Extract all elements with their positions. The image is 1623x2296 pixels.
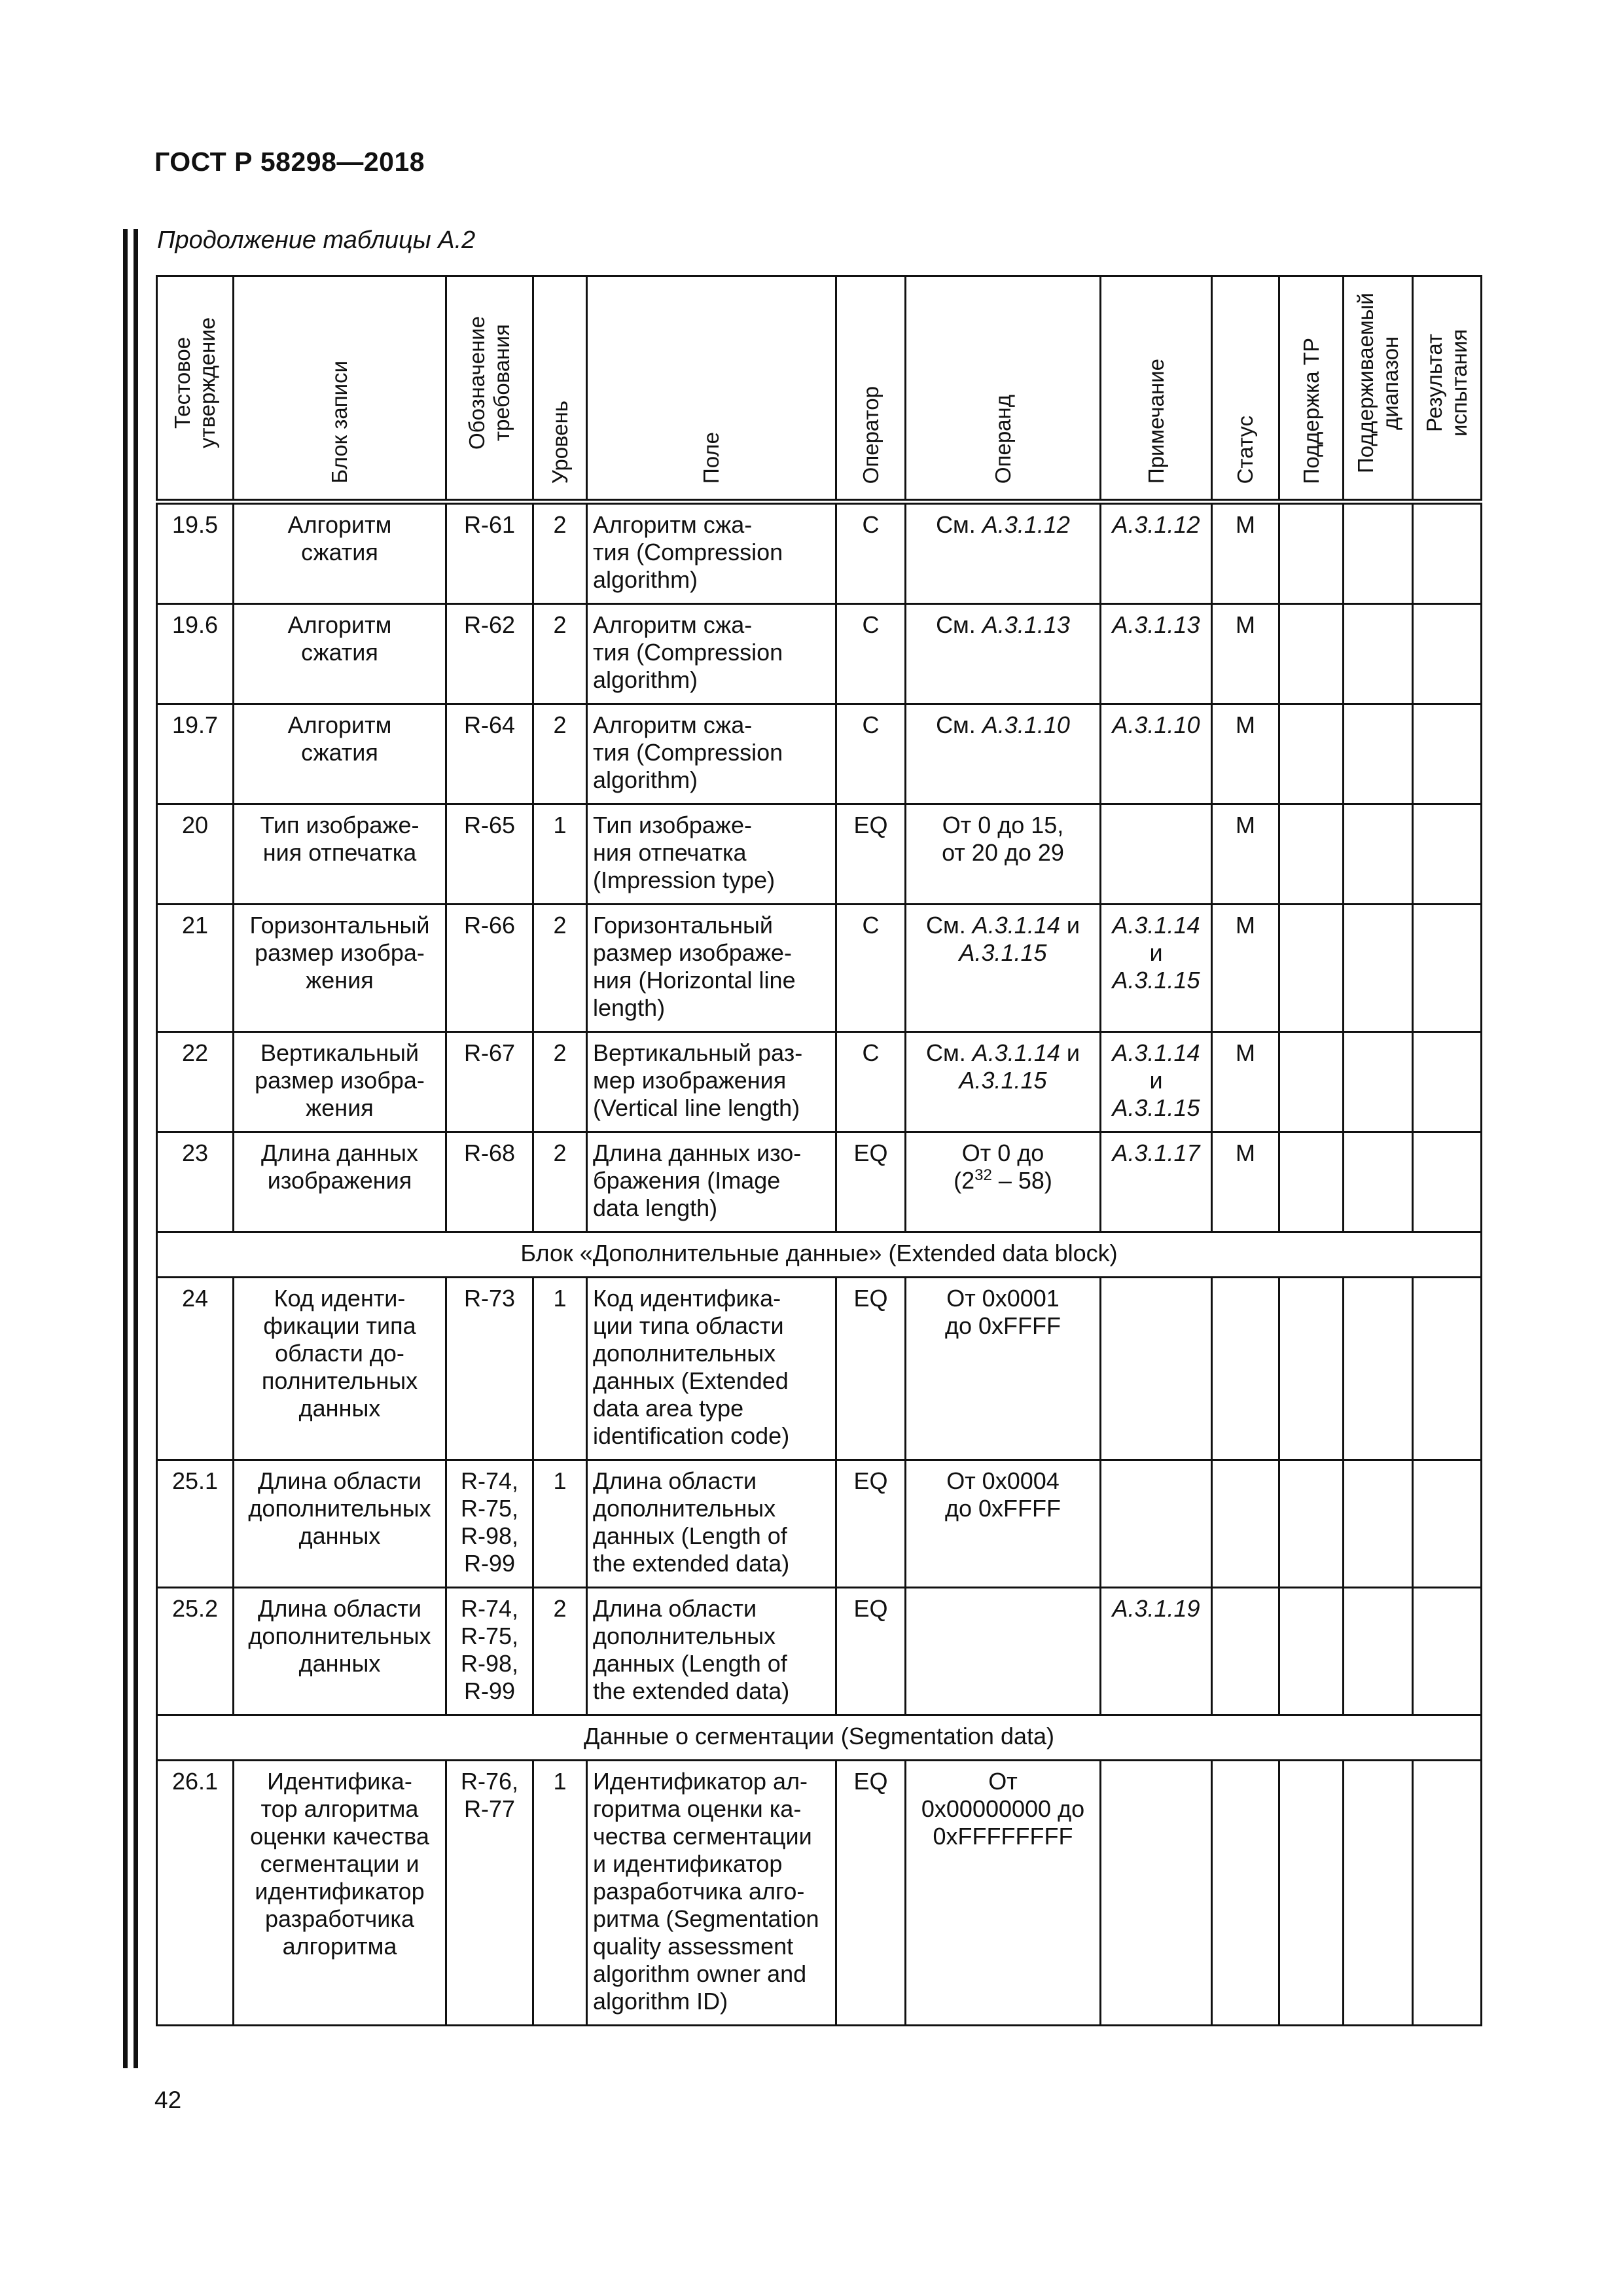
cell-field: Код идентифика- ции типа области дополнительных данных (Extended data area type identification code) xyxy=(587,1278,836,1460)
cell-empty xyxy=(1413,1761,1482,2026)
cell-empty xyxy=(1413,1278,1482,1460)
header-cell: Обозначение требования xyxy=(446,276,533,502)
table-row xyxy=(157,1460,1482,1588)
cell-status: M xyxy=(1212,804,1279,905)
cell-empty xyxy=(1279,604,1344,704)
cell-operand: См. А.3.1.14 и А.3.1.15 xyxy=(906,1032,1101,1132)
cell-level: 1 xyxy=(533,804,587,905)
table-row xyxy=(157,1032,1482,1132)
cell-operator: EQ xyxy=(836,804,906,905)
revision-bar xyxy=(134,229,138,2068)
cell-empty xyxy=(1279,1132,1344,1232)
cell-field: Тип изображе- ния отпечатка (Impression type) xyxy=(587,804,836,905)
cell-empty xyxy=(1279,1032,1344,1132)
cell-note: А.3.1.13 xyxy=(1101,604,1212,704)
cell-empty xyxy=(1344,1278,1413,1460)
cell-empty xyxy=(1413,1132,1482,1232)
cell-field: Идентификатор ал- горитма оценки ка- чества сегментации и идентификатор разработчика алго- ритма (Segmentation quality assessment algorithm owner and algorithm ID) xyxy=(587,1761,836,2026)
cell-empty xyxy=(1413,704,1482,804)
cell-requirement: R-66 xyxy=(446,905,533,1032)
cell-note: А.3.1.17 xyxy=(1101,1132,1212,1232)
cell-id: 22 xyxy=(157,1032,234,1132)
cell-requirement: R-68 xyxy=(446,1132,533,1232)
cell-id: 21 xyxy=(157,905,234,1032)
section-row-extended-data xyxy=(157,1232,1482,1278)
cell-block: Алгоритм сжатия xyxy=(234,604,446,704)
cell-level: 2 xyxy=(533,1588,587,1715)
cell-empty xyxy=(1279,1460,1344,1588)
cell-requirement: R-67 xyxy=(446,1032,533,1132)
cell-field: Алгоритм сжа- тия (Compression algorithm) xyxy=(587,502,836,604)
cell-note xyxy=(1101,1761,1212,2026)
page-number: 42 xyxy=(154,2087,182,2113)
cell-empty xyxy=(1413,1588,1482,1715)
cell-operator: EQ xyxy=(836,1278,906,1460)
cell-id: 23 xyxy=(157,1132,234,1232)
cell-note: А.3.1.14 и А.3.1.15 xyxy=(1101,905,1212,1032)
cell-empty xyxy=(1413,604,1482,704)
header-cell: Операнд xyxy=(906,276,1101,502)
cell-field: Длина области дополнительных данных (Length of the extended data) xyxy=(587,1588,836,1715)
cell-field: Алгоритм сжа- тия (Compression algorithm) xyxy=(587,604,836,704)
cell-status: M xyxy=(1212,704,1279,804)
cell-note: А.3.1.19 xyxy=(1101,1588,1212,1715)
cell-status xyxy=(1212,1761,1279,2026)
cell-empty xyxy=(1344,502,1413,604)
cell-empty xyxy=(1279,905,1344,1032)
section-row-segmentation-data xyxy=(157,1715,1482,1761)
cell-requirement: R-61 xyxy=(446,502,533,604)
cell-operand: От 0x00000000 до 0xFFFFFFFF xyxy=(906,1761,1101,2026)
cell-operator: C xyxy=(836,905,906,1032)
cell-operator: C xyxy=(836,502,906,604)
cell-field: Горизонтальный размер изображе- ния (Horizontal line length) xyxy=(587,905,836,1032)
cell-empty xyxy=(1344,1460,1413,1588)
header-cell: Результат испытания xyxy=(1413,276,1482,502)
table-row xyxy=(157,704,1482,804)
table-row xyxy=(157,1132,1482,1232)
cell-note xyxy=(1101,1278,1212,1460)
cell-empty xyxy=(1344,1761,1413,2026)
cell-empty xyxy=(1279,804,1344,905)
header-cell: Блок записи xyxy=(234,276,446,502)
document-title: ГОСТ Р 58298—2018 xyxy=(154,147,425,177)
header-cell: Примечание xyxy=(1101,276,1212,502)
cell-level: 1 xyxy=(533,1761,587,2026)
cell-operator: C xyxy=(836,1032,906,1132)
cell-operand: От 0x0004 до 0xFFFF xyxy=(906,1460,1101,1588)
cell-field: Алгоритм сжа- тия (Compression algorithm) xyxy=(587,704,836,804)
cell-empty xyxy=(1344,905,1413,1032)
table-row xyxy=(157,1278,1482,1460)
cell-operator: C xyxy=(836,604,906,704)
cell-empty xyxy=(1344,604,1413,704)
cell-block: Идентифика- тор алгоритма оценки качества сегментации и идентификатор разработчика алгоритма xyxy=(234,1761,446,2026)
cell-status: M xyxy=(1212,604,1279,704)
cell-operator: EQ xyxy=(836,1588,906,1715)
cell-status xyxy=(1212,1460,1279,1588)
cell-block: Тип изображе- ния отпечатка xyxy=(234,804,446,905)
table-row xyxy=(157,905,1482,1032)
cell-empty xyxy=(1413,905,1482,1032)
table-row xyxy=(157,1761,1482,2026)
revision-bar xyxy=(123,229,128,2068)
cell-id: 25.2 xyxy=(157,1588,234,1715)
cell-status xyxy=(1212,1588,1279,1715)
cell-empty xyxy=(1344,1032,1413,1132)
cell-status: M xyxy=(1212,1032,1279,1132)
cell-note xyxy=(1101,804,1212,905)
cell-block: Горизонтальный размер изобра- жения xyxy=(234,905,446,1032)
cell-id: 19.5 xyxy=(157,502,234,604)
table-header-row xyxy=(157,276,1482,502)
cell-block: Длина данных изображения xyxy=(234,1132,446,1232)
cell-note: А.3.1.12 xyxy=(1101,502,1212,604)
cell-empty xyxy=(1279,704,1344,804)
cell-requirement: R-74, R-75, R-98, R-99 xyxy=(446,1588,533,1715)
cell-operand: От 0 до 15, от 20 до 29 xyxy=(906,804,1101,905)
cell-requirement: R-62 xyxy=(446,604,533,704)
cell-empty xyxy=(1413,502,1482,604)
cell-block: Длина области дополнительных данных xyxy=(234,1588,446,1715)
cell-block: Алгоритм сжатия xyxy=(234,502,446,604)
section-title: Блок «Дополнительные данные» (Extended data block) xyxy=(157,1232,1482,1278)
header-cell: Оператор xyxy=(836,276,906,502)
cell-empty xyxy=(1279,1588,1344,1715)
cell-requirement: R-65 xyxy=(446,804,533,905)
cell-requirement: R-76, R-77 xyxy=(446,1761,533,2026)
cell-empty xyxy=(1279,1761,1344,2026)
requirements-table xyxy=(156,275,1482,2026)
cell-empty xyxy=(1344,704,1413,804)
header-cell: Уровень xyxy=(533,276,587,502)
cell-field: Длина области дополнительных данных (Length of the extended data) xyxy=(587,1460,836,1588)
cell-block: Алгоритм сжатия xyxy=(234,704,446,804)
section-title: Данные о сегментации (Segmentation data) xyxy=(157,1715,1482,1761)
cell-id: 26.1 xyxy=(157,1761,234,2026)
cell-operand: См. А.3.1.12 xyxy=(906,502,1101,604)
table-row xyxy=(157,804,1482,905)
table-row xyxy=(157,502,1482,604)
cell-empty xyxy=(1413,1460,1482,1588)
header-cell: Тестовое утверждение xyxy=(157,276,234,502)
cell-operator: EQ xyxy=(836,1761,906,2026)
cell-id: 20 xyxy=(157,804,234,905)
cell-field: Вертикальный раз- мер изображения (Vertical line length) xyxy=(587,1032,836,1132)
cell-empty xyxy=(1344,1588,1413,1715)
cell-status: M xyxy=(1212,502,1279,604)
cell-note: А.3.1.14 и А.3.1.15 xyxy=(1101,1032,1212,1132)
cell-level: 2 xyxy=(533,905,587,1032)
cell-requirement: R-73 xyxy=(446,1278,533,1460)
cell-id: 25.1 xyxy=(157,1460,234,1588)
cell-operator: EQ xyxy=(836,1132,906,1232)
cell-requirement: R-74, R-75, R-98, R-99 xyxy=(446,1460,533,1588)
cell-block: Код иденти- фикации типа области до- полнительных данных xyxy=(234,1278,446,1460)
cell-status xyxy=(1212,1278,1279,1460)
header-cell: Поле xyxy=(587,276,836,502)
table-caption: Продолжение таблицы А.2 xyxy=(157,226,476,254)
cell-operator: EQ xyxy=(836,1460,906,1588)
table-row xyxy=(157,1588,1482,1715)
cell-status: M xyxy=(1212,1132,1279,1232)
cell-empty xyxy=(1413,1032,1482,1132)
cell-level: 1 xyxy=(533,1460,587,1588)
cell-operand xyxy=(906,1588,1101,1715)
cell-level: 2 xyxy=(533,604,587,704)
cell-block: Вертикальный размер изобра- жения xyxy=(234,1032,446,1132)
cell-level: 2 xyxy=(533,1132,587,1232)
cell-field: Длина данных изо- бражения (Image data length) xyxy=(587,1132,836,1232)
cell-requirement: R-64 xyxy=(446,704,533,804)
cell-operator: C xyxy=(836,704,906,804)
cell-id: 19.6 xyxy=(157,604,234,704)
cell-level: 2 xyxy=(533,1032,587,1132)
header-cell: Поддержка ТР xyxy=(1279,276,1344,502)
cell-operand: См. А.3.1.10 xyxy=(906,704,1101,804)
cell-empty xyxy=(1344,1132,1413,1232)
cell-note xyxy=(1101,1460,1212,1588)
cell-level: 2 xyxy=(533,502,587,604)
cell-empty xyxy=(1413,804,1482,905)
cell-operand: От 0x0001 до 0xFFFF xyxy=(906,1278,1101,1460)
cell-operand: От 0 до $(2^{32} - 58)$ xyxy=(906,1132,1101,1232)
cell-empty xyxy=(1344,804,1413,905)
cell-level: 1 xyxy=(533,1278,587,1460)
cell-note: А.3.1.10 xyxy=(1101,704,1212,804)
cell-empty xyxy=(1279,502,1344,604)
header-cell: Статус xyxy=(1212,276,1279,502)
cell-empty xyxy=(1279,1278,1344,1460)
cell-block: Длина области дополнительных данных xyxy=(234,1460,446,1588)
cell-status: M xyxy=(1212,905,1279,1032)
cell-level: 2 xyxy=(533,704,587,804)
cell-id: 24 xyxy=(157,1278,234,1460)
cell-operand: См. А.3.1.13 xyxy=(906,604,1101,704)
cell-id: 19.7 xyxy=(157,704,234,804)
cell-operand: См. А.3.1.14 и А.3.1.15 xyxy=(906,905,1101,1032)
table-row xyxy=(157,604,1482,704)
header-cell: Поддерживаемый диапазон xyxy=(1344,276,1413,502)
